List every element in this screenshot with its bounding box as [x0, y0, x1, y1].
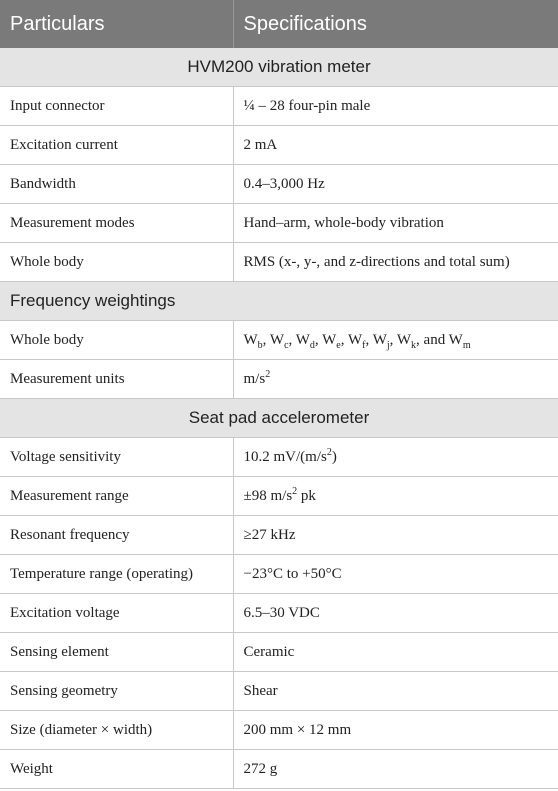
table-row — [0, 594, 558, 633]
table-row — [0, 243, 558, 282]
table-row — [0, 711, 558, 750]
particular-cell: Temperature range (operating) — [0, 555, 233, 594]
table-row — [0, 87, 558, 126]
section-label: Seat pad accelerometer — [0, 399, 558, 438]
table-body — [0, 48, 558, 789]
table-row — [0, 516, 558, 555]
specification-cell: 10.2 $mV/(m/s^2)$ — [233, 438, 558, 477]
particular-cell: Sensing element — [0, 633, 233, 672]
particular-cell: Input connector — [0, 87, 233, 126]
particular-cell: Weight — [0, 750, 233, 789]
section-label: HVM200 vibration meter — [0, 48, 558, 87]
particular-cell: Excitation current — [0, 126, 233, 165]
section-row — [0, 399, 558, 438]
specification-cell: 2 mA — [233, 126, 558, 165]
table-header — [0, 0, 558, 48]
specification-cell: 200 mm × 12 mm — [233, 711, 558, 750]
table-row — [0, 360, 558, 399]
specification-cell: RMS (x-, y-, and z-directions and total sum) — [233, 243, 558, 282]
particular-cell: Measurement range — [0, 477, 233, 516]
table-row — [0, 204, 558, 243]
specification-cell: ¼ – 28 four-pin male — [233, 87, 558, 126]
table-row — [0, 633, 558, 672]
header-specifications: Specifications — [233, 0, 558, 48]
specification-cell: Shear — [233, 672, 558, 711]
specification-cell: $W_b$, $W_c$, $W_d$, $W_e$, $W_f$, $W_j$, $W_k$, and $W_m$ — [233, 321, 558, 360]
section-row — [0, 282, 558, 321]
specification-cell: $m/s^2$ — [233, 360, 558, 399]
particular-cell: Bandwidth — [0, 165, 233, 204]
header-particulars: Particulars — [0, 0, 233, 48]
particular-cell: Sensing geometry — [0, 672, 233, 711]
particular-cell: Whole body — [0, 243, 233, 282]
particular-cell: Resonant frequency — [0, 516, 233, 555]
table-row — [0, 126, 558, 165]
specification-cell: ≥27 kHz — [233, 516, 558, 555]
specification-cell: Hand–arm, whole-body vibration — [233, 204, 558, 243]
table-row — [0, 750, 558, 789]
table-row — [0, 672, 558, 711]
particular-cell: Excitation voltage — [0, 594, 233, 633]
specification-cell: ±98 $m/s^2$ pk — [233, 477, 558, 516]
particular-cell: Whole body — [0, 321, 233, 360]
table-row — [0, 477, 558, 516]
particular-cell: Measurement modes — [0, 204, 233, 243]
specification-cell: 6.5–30 VDC — [233, 594, 558, 633]
specification-cell: 272 g — [233, 750, 558, 789]
header-row — [0, 0, 558, 48]
particular-cell: Size (diameter × width) — [0, 711, 233, 750]
section-label: Frequency weightings — [0, 282, 558, 321]
table-row — [0, 438, 558, 477]
table-row — [0, 321, 558, 360]
table-row — [0, 165, 558, 204]
specification-cell: −23°C to +50°C — [233, 555, 558, 594]
specification-cell: 0.4–3,000 Hz — [233, 165, 558, 204]
particular-cell: Voltage sensitivity — [0, 438, 233, 477]
table-row — [0, 555, 558, 594]
particular-cell: Measurement units — [0, 360, 233, 399]
specification-cell: Ceramic — [233, 633, 558, 672]
section-row — [0, 48, 558, 87]
